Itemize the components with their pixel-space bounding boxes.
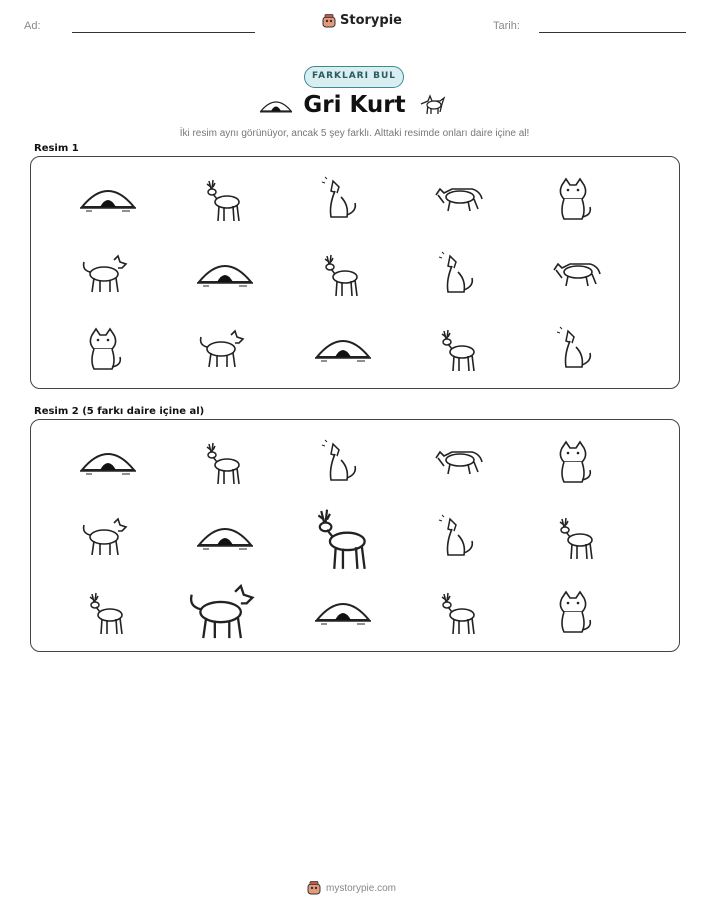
sitting-wolf-icon: [548, 590, 604, 636]
picture1-cell-r2c4[interactable]: [423, 244, 493, 306]
storypie-mascot-icon: [307, 881, 321, 895]
picture1-cell-r2c5[interactable]: [541, 244, 611, 306]
picture2-cell-r3c3[interactable]: [306, 582, 376, 644]
picture2-cell-r2c2[interactable]: [188, 507, 258, 569]
brand-logo: [322, 13, 402, 28]
standing-wolf-icon: [195, 327, 251, 373]
standing-wolf-icon: [78, 515, 134, 561]
deer-icon: [430, 327, 486, 373]
picture2-panel: [30, 419, 680, 652]
date-line[interactable]: [539, 32, 686, 33]
date-label: Tarih:: [493, 20, 520, 32]
cave-icon: [78, 440, 134, 486]
howling-wolf-icon: [430, 252, 486, 298]
picture2-cell-r3c4[interactable]: [423, 582, 493, 644]
picture2-cell-r2c4[interactable]: [423, 507, 493, 569]
picture2-cell-r3c5[interactable]: [541, 582, 611, 644]
picture1-cell-r2c3[interactable]: [306, 244, 376, 306]
picture2-cell-r2c1[interactable]: [71, 507, 141, 569]
sitting-wolf-icon: [548, 177, 604, 223]
page-title: Gri Kurt: [303, 92, 406, 118]
picture1-cell-r3c4[interactable]: [423, 319, 493, 381]
picture1-cell-r3c1[interactable]: [71, 319, 141, 381]
picture2-label: Resim 2 (5 farkı daire içine al): [34, 406, 205, 417]
footer-url[interactable]: mystorypie.com: [326, 882, 397, 894]
deer-icon: [301, 505, 382, 572]
standing-wolf-icon: [183, 580, 264, 647]
howling-wolf-icon: [313, 440, 369, 486]
picture1-cell-r3c5[interactable]: [541, 319, 611, 381]
name-label: Ad:: [24, 20, 41, 32]
prowling-wolf-icon: [548, 252, 604, 298]
picture1-panel: [30, 156, 680, 389]
cave-icon: [195, 515, 251, 561]
picture2-cell-r2c3[interactable]: [306, 507, 376, 569]
deer-icon: [313, 252, 369, 298]
picture1-cell-r1c1[interactable]: [71, 169, 141, 231]
picture2-cell-r1c2[interactable]: [188, 432, 258, 494]
sitting-wolf-icon: [548, 440, 604, 486]
brand-name: Storypie: [340, 13, 402, 28]
storypie-mascot-icon: [322, 14, 336, 28]
picture2-cell-r3c1[interactable]: [71, 582, 141, 644]
cave-icon: [195, 252, 251, 298]
prowling-wolf-icon: [430, 177, 486, 223]
howling-wolf-icon: [548, 327, 604, 373]
picture2-cell-r3c2[interactable]: [188, 582, 258, 644]
howling-wolf-icon: [430, 515, 486, 561]
name-line[interactable]: [72, 32, 255, 33]
cave-icon: [313, 327, 369, 373]
prowling-wolf-icon: [430, 440, 486, 486]
picture2-cell-r1c5[interactable]: [541, 432, 611, 494]
picture1-cell-r2c1[interactable]: [71, 244, 141, 306]
picture2-cell-r1c3[interactable]: [306, 432, 376, 494]
deer-icon: [78, 590, 134, 636]
title-wolf-icon: [418, 92, 448, 118]
howling-wolf-icon: [313, 177, 369, 223]
picture2-cell-r1c1[interactable]: [71, 432, 141, 494]
picture1-cell-r3c2[interactable]: [188, 319, 258, 381]
picture1-cell-r1c3[interactable]: [306, 169, 376, 231]
picture2-cell-r1c4[interactable]: [423, 432, 493, 494]
picture1-label: Resim 1: [34, 143, 79, 154]
find-differences-badge: FARKLARI BUL: [304, 66, 404, 88]
sitting-wolf-icon: [78, 327, 134, 373]
cave-icon: [78, 177, 134, 223]
deer-icon: [548, 515, 604, 561]
picture1-cell-r3c3[interactable]: [306, 319, 376, 381]
deer-icon: [195, 177, 251, 223]
footer: [307, 881, 396, 895]
deer-icon: [430, 590, 486, 636]
picture2-cell-r2c5[interactable]: [541, 507, 611, 569]
instructions: İki resim aynı görünüyor, ancak 5 şey farklı. Alttaki resimde onları daire içine al!: [179, 128, 530, 139]
deer-icon: [195, 440, 251, 486]
picture1-cell-r1c2[interactable]: [188, 169, 258, 231]
cave-icon: [313, 590, 369, 636]
picture1-cell-r1c4[interactable]: [423, 169, 493, 231]
standing-wolf-icon: [78, 252, 134, 298]
picture1-cell-r1c5[interactable]: [541, 169, 611, 231]
picture1-cell-r2c2[interactable]: [188, 244, 258, 306]
